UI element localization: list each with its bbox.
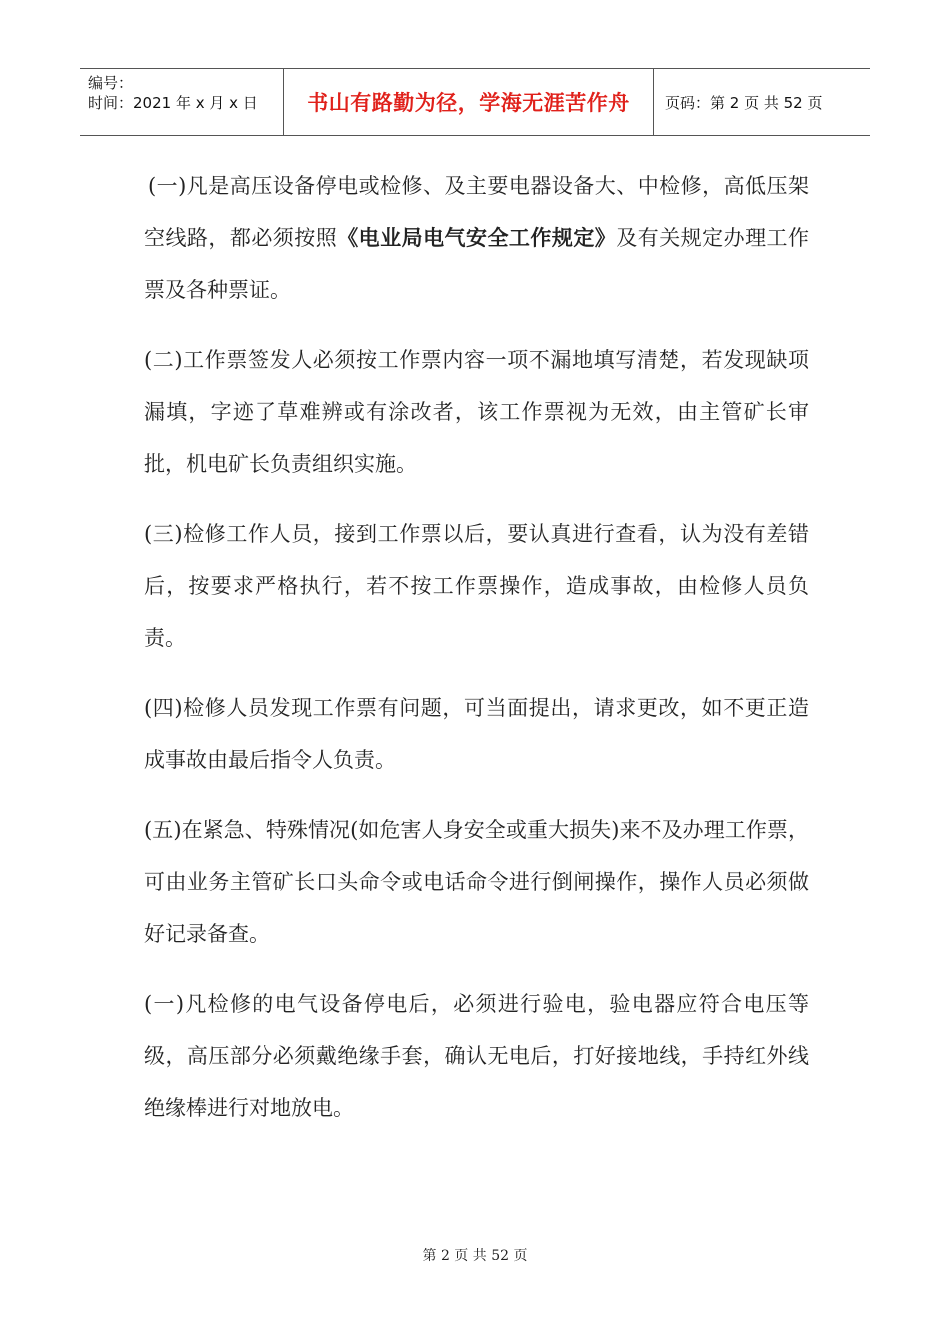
page-header: [80, 68, 870, 136]
document-time-label: 时间：2021 年 x 月 x 日: [88, 94, 258, 112]
header-page-info: 页码：第 2 页 共 52 页: [665, 93, 823, 112]
paragraph-1: [144, 160, 809, 316]
paragraph-5: (五)在紧急、特殊情况(如危害人身安全或重大损失)来不及办理工作票，可由业务主管矿长口头命令或电话命令进行倒闸操作，操作人员必须做好记录备查。: [144, 818, 809, 946]
page-footer: 第 2 页 共 52 页: [422, 1248, 528, 1264]
paragraph-1-text-before: (一)凡是高压设备停电或检修、及主要电器设备大、中检修，高低压架空线路，都必须按照: [144, 174, 809, 250]
paragraph-1-text-after: 及有关规定办理工作票及各种票证。: [144, 226, 810, 302]
paragraph-6: (一)凡检修的电气设备停电后，必须进行验电，验电器应符合电压等级，高压部分必须戴绝缘手套，确认无电后，打好接地线，手持红外线绝缘棒进行对地放电。: [144, 992, 809, 1120]
document-number-label: 编号：: [88, 74, 134, 92]
paragraph-4: (四)检修人员发现工作票有问题，可当面提出，请求更改，如不更正造成事故由最后指令人负责。: [144, 696, 809, 772]
document-body: [144, 160, 809, 1152]
header-meta: [80, 69, 283, 135]
regulation-title: 《电业局电气安全工作规定》: [337, 226, 617, 250]
paragraph-2: (二)工作票签发人必须按工作票内容一项不漏地填写清楚，若发现缺项漏填，字迹了草难辨或有涂改者，该工作票视为无效，由主管矿长审批，机电矿长负责组织实施。: [144, 348, 809, 476]
paragraph-3: (三)检修工作人员，接到工作票以后，要认真进行查看，认为没有差错后，按要求严格执行，若不按工作票操作，造成事故，由检修人员负责。: [144, 522, 809, 650]
header-motto: 书山有路勤为径，学海无涯苦作舟: [283, 69, 654, 135]
